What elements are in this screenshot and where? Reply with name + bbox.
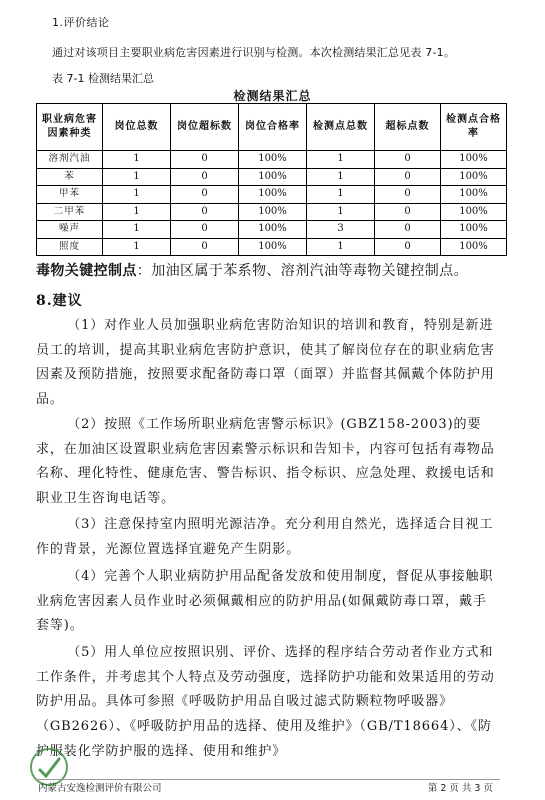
table-cell: 0 <box>171 203 239 221</box>
header-cell: 岗位超标数 <box>171 104 239 151</box>
table-row <box>37 221 507 239</box>
table-cell: 0 <box>171 221 239 239</box>
table-cell: 照度 <box>37 238 103 256</box>
table-cell: 0 <box>375 238 441 256</box>
table-cell: 1 <box>103 238 171 256</box>
table-cell: 100% <box>441 186 507 204</box>
header-cell: 岗位合格率 <box>239 104 307 151</box>
table-cell: 100% <box>239 203 307 221</box>
table-cell: 0 <box>171 151 239 169</box>
table-cell: 0 <box>171 238 239 256</box>
table-cell: 1 <box>307 168 375 186</box>
header-cell: 检测点总数 <box>307 104 375 151</box>
table-cell: 100% <box>441 221 507 239</box>
table-cell: 3 <box>307 221 375 239</box>
table-title: 检测结果汇总 <box>233 89 312 103</box>
table-cell: 甲苯 <box>37 186 103 204</box>
recommendation-paragraph: （4）完善个人职业病防护用品配备发放和使用制度，督促从事接触职业病危害因素人员作业时必须佩戴相应的防护用品(如佩戴防毒口罩，戴手套等)。 <box>36 569 494 634</box>
recommendation-paragraph: （5）用人单位应按照识别、评价、选择的程序结合劳动者作业方式和工作条件，并考虑其个人特点及劳动强度，选择防护功能和效果适用的劳动防护用品。具体可参照《呼吸防护用品自吸过滤式防颗粒物呼吸器》（GB2626）、《呼吸防护用品的选择、使用及维护》（GB/T18664）、《防护服装化学防护服的选择、使用和维护》 <box>36 645 495 759</box>
table-cell: 0 <box>171 168 239 186</box>
table-cell: 1 <box>103 151 171 169</box>
table-cell: 1 <box>103 186 171 204</box>
table-cell: 0 <box>375 151 441 169</box>
table-cell: 1 <box>103 221 171 239</box>
table-row <box>37 238 507 256</box>
table-cell: 0 <box>375 168 441 186</box>
table-cell: 0 <box>375 186 441 204</box>
table-cell: 1 <box>307 151 375 169</box>
table-cell: 二甲苯 <box>37 203 103 221</box>
table-cell: 噪声 <box>37 221 103 239</box>
header-cell: 检测点合格率 <box>441 104 507 151</box>
table-cell: 100% <box>239 168 307 186</box>
header-cell: 超标点数 <box>375 104 441 151</box>
header-cell: 职业病危害因素种类 <box>37 104 103 151</box>
table-cell: 1 <box>103 168 171 186</box>
table-row <box>37 168 507 186</box>
table-cell: 1 <box>307 186 375 204</box>
note-label: 毒物关键控制点 <box>36 263 137 279</box>
table-cell: 100% <box>441 203 507 221</box>
results-table <box>36 103 507 256</box>
key-control-note <box>36 262 468 280</box>
table-cell: 1 <box>103 203 171 221</box>
intro-text: 通过对该项目主要职业病危害因素进行识别与检测。本次检测结果汇总见表 7-1。 <box>52 46 456 59</box>
section-8-heading: 8.建议 <box>36 293 83 309</box>
table-cell: 100% <box>239 221 307 239</box>
table-cell: 苯 <box>37 168 103 186</box>
footer-page-number: 第 2 页 共 3 页 <box>427 783 493 794</box>
table-cell: 100% <box>441 151 507 169</box>
note-text: ：加油区属于苯系物、溶剂汽油等毒物关键控制点。 <box>136 263 469 279</box>
table-cell: 100% <box>441 238 507 256</box>
footer-company: 内蒙古安逸检测评价有限公司 <box>38 783 162 794</box>
table-cell: 0 <box>375 221 441 239</box>
table-cell: 100% <box>239 186 307 204</box>
table-caption: 表 7-1 检测结果汇总 <box>52 72 154 85</box>
recommendation-paragraph: （2）按照《工作场所职业病危害警示标识》(GBZ158-2003)的要求，在加油区设置职业病危害因素警示标识和告知卡，内容可包括有毒物品名称、理化特性、健康危害、警告标识、指令标识、应急处理、救援电话和职业卫生咨询电话等。 <box>36 417 495 507</box>
table-cell: 100% <box>239 151 307 169</box>
table-cell: 0 <box>171 186 239 204</box>
table-cell: 100% <box>441 168 507 186</box>
table-header-row <box>37 104 507 151</box>
table-row <box>37 203 507 221</box>
table-row <box>37 151 507 169</box>
header-cell: 岗位总数 <box>103 104 171 151</box>
table-cell: 溶剂汽油 <box>37 151 103 169</box>
table-cell: 0 <box>375 203 441 221</box>
recommendation-paragraph: （3）注意保持室内照明光源洁净。充分利用自然光，选择适合目视工作的背景，光源位置选择宜避免产生阴影。 <box>36 517 494 557</box>
table-cell: 100% <box>239 238 307 256</box>
table-row <box>37 186 507 204</box>
table-cell: 1 <box>307 238 375 256</box>
section-heading: 1.评价结论 <box>52 16 110 29</box>
table-cell: 1 <box>307 203 375 221</box>
recommendation-paragraph: （1）对作业人员加强职业病危害防治知识的培训和教育，特别是新进员工的培训，提高其职业病危害防护意识，使其了解岗位存在的职业病危害因素及预防措施，按照要求配备防毒口罩（面罩）并监督其佩戴个体防护用品。 <box>36 318 495 408</box>
